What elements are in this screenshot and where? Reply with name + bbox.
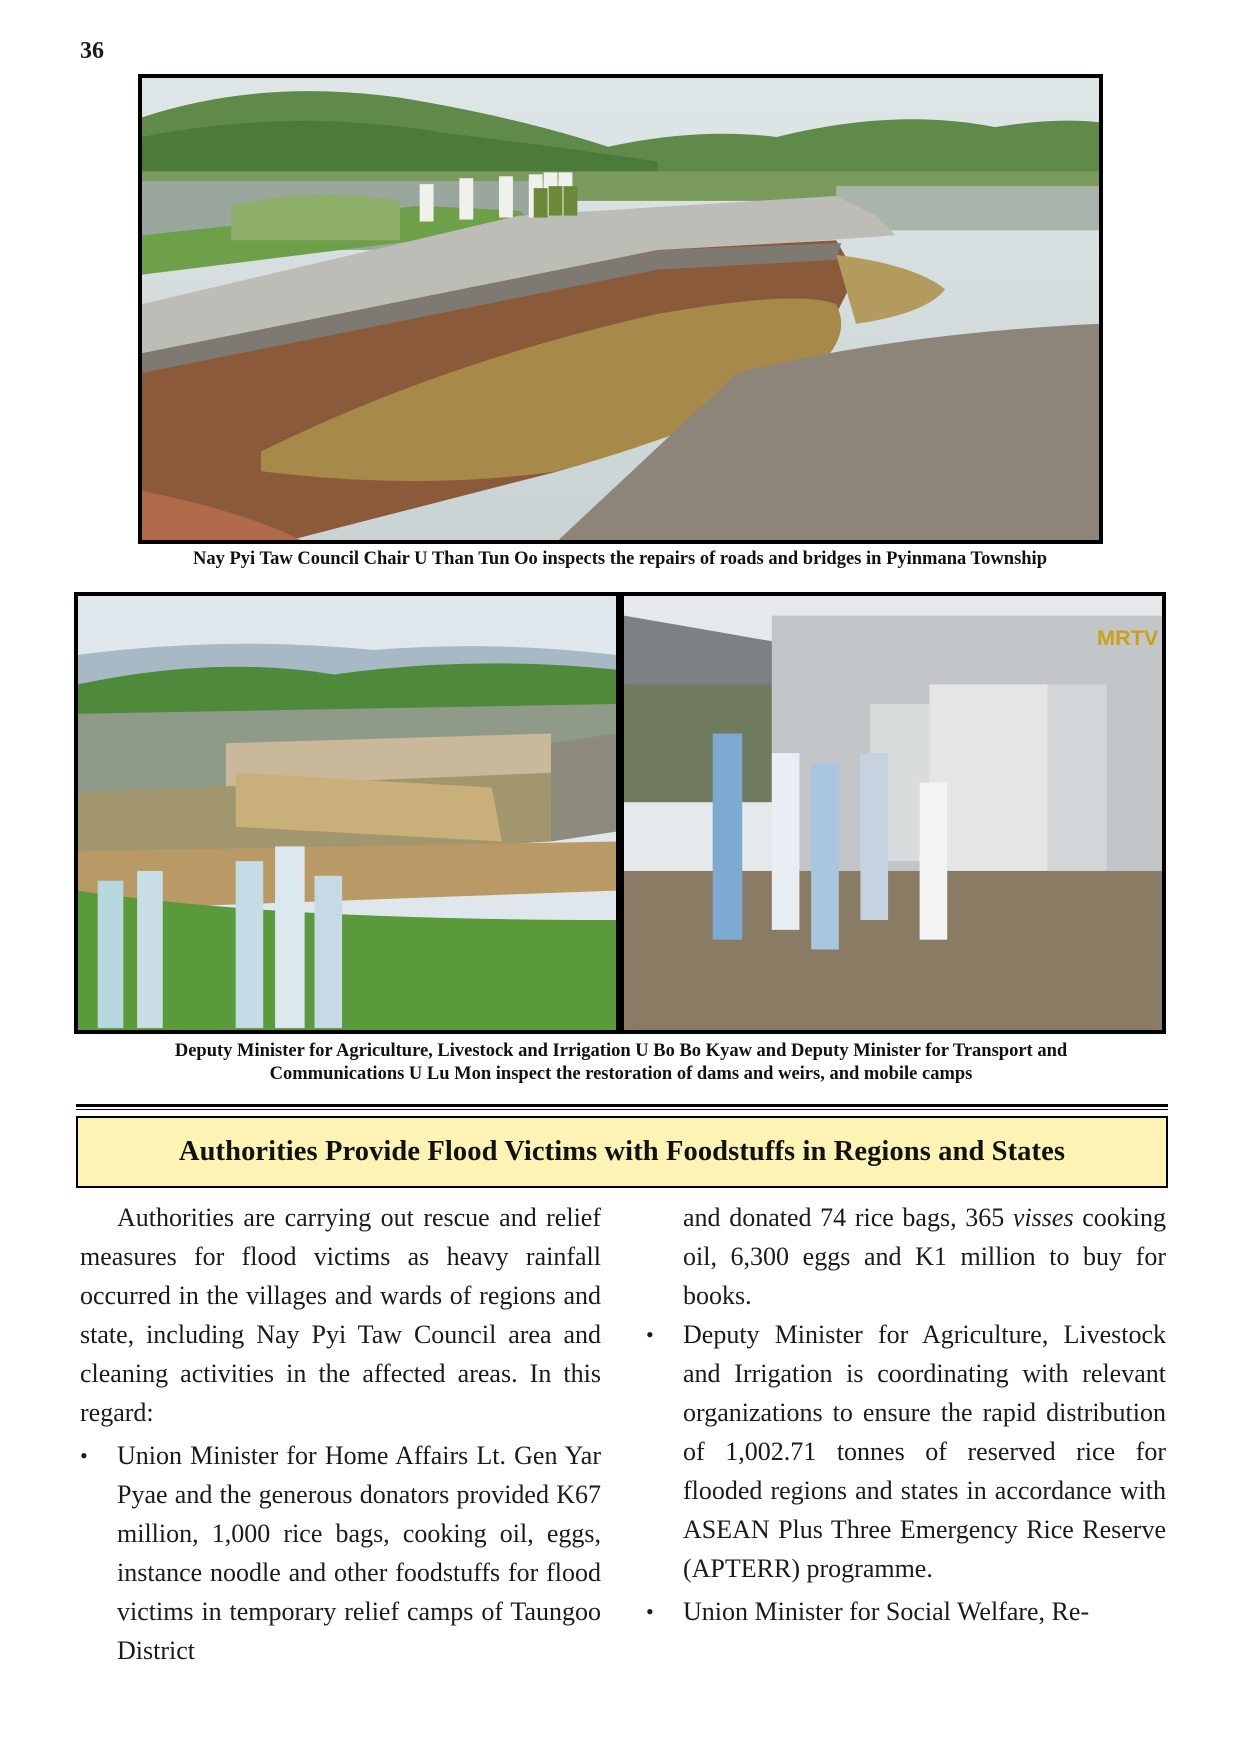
bullet-item-social-welfare [646, 1592, 1166, 1631]
continuation-text-b: cooking oil, 6,300 eggs and K1 million to buy for books. [683, 1203, 1166, 1310]
middle-photos-caption [76, 1040, 1166, 1086]
bullet-continuation [646, 1198, 1166, 1315]
photo-road-inspection [138, 74, 1103, 544]
article-headline: Authorities Provide Flood Victims with Foodstuffs in Regions and States [178, 1136, 1066, 1167]
top-photo-caption: Nay Pyi Taw Council Chair U Than Tun Oo inspects the repairs of roads and bridges in Pyinmana Township [193, 549, 1047, 569]
middle-caption-line-1: Deputy Minister for Agriculture, Livestock and Irrigation U Bo Bo Kyaw and Deputy Minister for Transport and [174, 1041, 1068, 1061]
continuation-italic-unit: visses [1012, 1203, 1074, 1232]
photo-dam-inspection [74, 592, 620, 1034]
section-divider [76, 1104, 1168, 1110]
bullet-item-home-affairs [80, 1436, 601, 1670]
bullet-item-agriculture [646, 1315, 1166, 1588]
article-column-left [80, 1198, 601, 1674]
bullet-symbol: • [646, 1322, 654, 1347]
bullet-text: Union Minister for Social Welfare, Re- [683, 1597, 1090, 1626]
bullet-symbol: • [646, 1599, 654, 1624]
bullet-text: Deputy Minister for Agriculture, Livestock and Irrigation is coordinating with relevant organizations to ensure the rapid distribution of 1,002.71 tonnes of reserved rice for flooded regions and states in accordance with ASEAN Plus Three Emergency Rice Reserve (APTERR) programme. [683, 1320, 1166, 1583]
road-damage-illustration [142, 78, 1099, 540]
tv-channel-logo: MRTV [1096, 625, 1159, 651]
dam-weir-illustration [78, 596, 616, 1030]
bullet-text: Union Minister for Home Affairs Lt. Gen Yar Pyae and the generous donators provided K67 million, 1,000 rice bags, cooking oil, eggs, instance noodle and other foodstuffs for flood victims in temporary relief camps of Taungoo District [117, 1441, 601, 1665]
headline-box [76, 1116, 1168, 1188]
photo-mobile-camp-inspection [620, 592, 1166, 1034]
mobile-camp-illustration [624, 596, 1162, 1030]
page-number: 36 [80, 38, 104, 64]
continuation-text-a: and donated 74 rice bags, 365 [683, 1203, 1005, 1232]
article-column-right [646, 1198, 1166, 1635]
article-intro: Authorities are carrying out rescue and relief measures for flood victims as heavy rainfall occurred in the villages and wards of regions and state, including Nay Pyi Taw Council area and cleaning activities in the affected areas. In this regard: [80, 1203, 601, 1427]
bullet-symbol: • [80, 1443, 88, 1468]
middle-caption-line-2: Communications U Lu Mon inspect the restoration of dams and weirs, and mobile camps [269, 1064, 973, 1084]
